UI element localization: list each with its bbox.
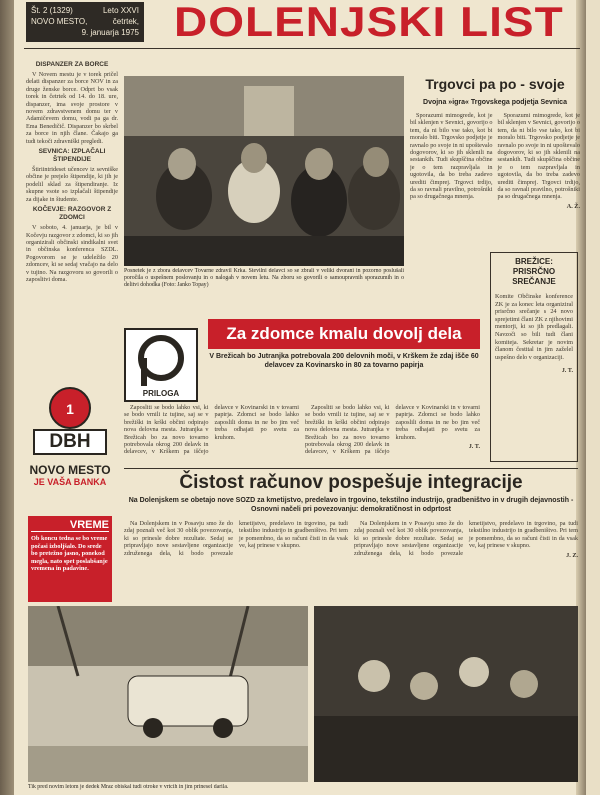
brezice-box (490, 252, 578, 462)
dbh-advert (28, 386, 112, 506)
text-dispanzer: V Novem mestu je v torek pričel delati dispanzer za borce NOV in za druge ženske borce. Odprt bo vsak torek in četrtek od 14. do 18. ure, dispanzer, ima svoje prostore v novem zdravstvenem domu ter v Adamičevem domu, vodi pa ga dr. Ema Benedičič. Dispanzer bo skrbel za borce in njih člane. Čakajo ga tudi tekoči zdravniški pregledi. (26, 71, 118, 145)
weather-text: Ob koncu tedna se bo vreme počasi izboljšalo. Do srede bo pretežno jasno, ponekod megla, nato spet poslabšanje vremena in padavine. (31, 535, 108, 573)
brezice-title: BREŽICE: PRISRČNO SREČANJE (512, 257, 556, 286)
zdomci-subtitle: V Brežicah bo Jutranjka potrebovala 200 delovnih moči, v Krškem že zdaj išče 60 delavcev za Kovinarsko in 80 za tovarno papirja (209, 353, 479, 369)
story-trgovci-subtitle: Dvojna »igra« Trgovskega podjetja Sevnica (423, 99, 567, 106)
dbh-logo-text: DBH (49, 431, 91, 452)
integracije-body: Na Dolenjskem in v Posavju smo že do zdaj poznali več kot 30 oblik povezovanja, ki so prinesle dobre rezultate. Sedaj se pripravljajo nove sestavljene organizacije združenega dela, ki bodo povezale kmetijstvo, predelavo in trgovino, pa tudi tekstilno industrijo in gradbeništvo. Pri tem je pomembno, da so računi čisti in da vsak ve, kaj prinese v skupno. (124, 520, 348, 557)
dbh-slogan: JE VAŠA BANKA (33, 477, 107, 487)
zdomci-banner: Za zdomce kmalu dovolj dela (208, 319, 480, 349)
bottom-right-photo (314, 606, 578, 782)
integracije-subtitle: Na Dolenjskem se obetajo nove SOZD za kmetijstvo, predelavo in trgovino, tekstilno industrijo, gradbeništvo in v drugih dejavnostih - Osnovni načeli pri povezovanju: demokratičnost in odprtost (128, 497, 574, 513)
priloga-label: PRILOGA (142, 389, 180, 398)
story-trgovci-byline: A. Ž. (566, 202, 580, 210)
brezice-byline: J. T. (561, 367, 573, 375)
integracije-byline: J. Z. (566, 551, 578, 559)
integracije-rule (124, 468, 578, 469)
bottom-caption: Tik pred novim letom je dedek Mraz obiskal tudi otroke v vrtcih in jim prinesel darila. (28, 784, 229, 790)
issue-number: Št. 2 (1329) (31, 6, 73, 15)
masthead: DOLENJSKI LIST (174, 0, 564, 45)
top-photo-caption: Posnetek je z zbora delavcev Tovarne zdravil Krka. Številni delavci so se zbrali v veliki dvorani in pozorno poslušali poročila o uspešnem poslovanju in o nalogah v novem letu. Na zboru so govorili o samoupravnih sporazumih in o delitvi dohodka (Foto: Janko Topay) (124, 268, 404, 288)
weekday: četrtek, (112, 17, 139, 26)
date: 9. januarja 1975 (81, 28, 139, 37)
heading-kocevje: KOČEVJE: RAZGOVOR Z ZDOMCI (32, 206, 112, 222)
dbh-city: NOVO MESTO (29, 463, 111, 477)
story-trgovci-title: Trgovci pa po - svoje (425, 76, 565, 92)
heading-sevnica: SEVNICA: IZPLAČALI ŠTIPENDIJE (38, 148, 106, 164)
svg-text:1: 1 (66, 401, 74, 417)
header-rule (24, 48, 580, 49)
text-kocevje: V soboto, 4. januarja, je bil v Kočevju razgovor z zdomci, ki so jih organizirali občinski sindikalni svet in občinska konferenca SZDL. Pogovorom se je udeležilo 20 zdomcev, ki se sedaj vračajo na delo v tujino. Na razgovoru so govorili o zaposlitvi doma. (26, 224, 118, 283)
brezice-text: Komite Občinske konference ZK je za konec leta organiziral prisrčno srečanje s 24 novo sprejetimi člani ZK z njihovimi mentorji, ki so jih predlagali. Navzoči so bili tudi člani komiteja. Sekretar je novim članom čestital in jim zaželel uspešno delo v organizaciji. (495, 293, 574, 361)
children-image (314, 606, 578, 782)
integracije-body-2: Na Dolenjskem in v Posavju smo že do zdaj poznali več kot 30 oblik povezovanja, ki so prinesle dobre rezultate. Sedaj se pripravljajo nove sestavljene organizacije združenega dela, ki bodo povezale kmetijstvo, predelavo in trgovino, pa tudi tekstilno industrijo in gradbeništvo. Pri tem je pomembno, da so računi čisti in da vsak ve, kaj prinese v skupno. (354, 520, 578, 557)
integracije-title: Čistost računov pospešuje integracije (179, 472, 523, 493)
bottom-left-photo (28, 606, 308, 782)
left-sidebar (26, 58, 118, 378)
snow-street-image (28, 606, 308, 782)
top-photo (124, 76, 404, 266)
story-trgovci-text (410, 112, 580, 242)
volume: Leto XXVI (102, 6, 139, 15)
story-trgovci-body: Sporazumi mimogrede, kot je bil sklenjen v Sevnici, govorijo o tem, da ni bilo vse tako, kot bi moralo biti. Trgovsko podjetje je ravnalo po svoje in ni upoštevalo dogovorov, ki so jih sklenili na sestankih. Tudi skupščina občine je o tem razpravljala in ugotovila, da bo treba zadevo urediti čimprej. Trgovci trdijo, da so ravnali pravilno, potrošniki pa so drugačnega mnenja. (410, 112, 493, 201)
text-sevnica: Štiriintrideset učencev iz sevniške občine je prejelo štipendije, ki jih je podelil sklad za štipendiranje. Iz skupne vsote so izplačali štipendije za dijake in študente. (26, 166, 118, 203)
weather-box (28, 516, 112, 602)
issue-info-box (26, 2, 144, 42)
crowd-photo-image (124, 76, 404, 266)
story-trgovci-body-cont: Sporazumi mimogrede, kot je bil sklenjen v Sevnici, govorijo o tem, da ni bilo vse tako, kot bi moralo biti. Trgovsko podjetje je ravnalo po svoje in ni upoštevalo dogovorov, ki so jih sklenili na sestankih. Tudi skupščina občine je o tem razpravljala in ugotovila, da bo treba zadevo urediti čimprej. Trgovci trdijo, da so ravnali pravilno, potrošniki pa so drugačnega mnenja. (497, 112, 580, 201)
city: NOVO MESTO, (31, 17, 88, 26)
zdomci-text (124, 404, 480, 466)
integracije-text (124, 520, 578, 600)
zdomci-body-2: Zaposliti se bodo lahko vsi, ki se bodo vrnili iz tujine, saj se v brežiški in krški občini odpirajo nova delovna mesta. Jutranjka v Brežicah bo za novo tovarno potrebovala okrog 200 delavk in delavcev, v Krškem pa iščejo delavce v Kovinarski in v tovarni papirja. Zdomci se bodo lahko zaposlili doma in ne bo jim več treba odhajati po svetu za kruhom. (305, 404, 480, 456)
priloga-logo (124, 328, 198, 402)
newspaper-page (14, 0, 586, 795)
heading-dispanzer: DISPANZER ZA BORCE (35, 61, 109, 68)
zdomci-body: Zaposliti se bodo lahko vsi, ki se bodo vrnili iz tujine, saj se v brežiški in krški občini odpirajo nova delovna mesta. Jutranjka v Brežicah bo za novo tovarno potrebovala okrog 200 delavk in delavcev, v Krškem pa iščejo delavce v Kovinarski in v tovarni papirja. Zdomci se bodo lahko zaposlili doma in ne bo jim več treba odhajati po svetu za kruhom. (124, 404, 299, 456)
weather-title: VREME (31, 519, 109, 532)
priloga-mark (126, 330, 196, 388)
zdomci-byline: J. T. (468, 443, 480, 451)
